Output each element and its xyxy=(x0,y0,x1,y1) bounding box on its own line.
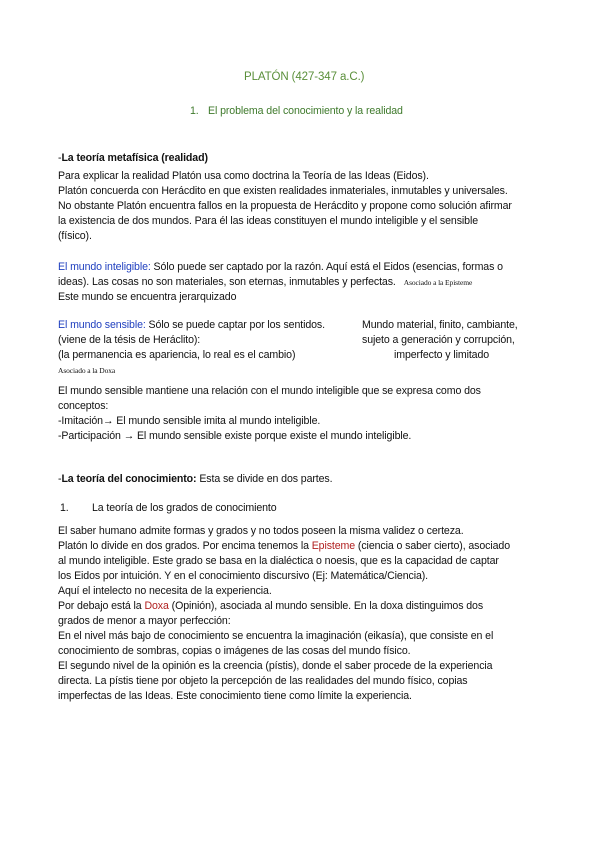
episteme-term: Episteme xyxy=(311,540,356,552)
sensible-text: Sólo se puede captar por los sentidos. xyxy=(145,319,325,331)
paragraph-line xyxy=(58,599,483,613)
paragraph-line: conocimiento de sombras, copias o imágenes de las cosas del mundo físico. xyxy=(58,645,411,657)
inteligible-text: ideas). Las cosas no son materiales, son eternas, inmutables y perfectas. xyxy=(58,276,396,288)
heading-text: La teoría del conocimiento: xyxy=(61,473,197,485)
paragraph-line: El mundo sensible mantiene una relación con el mundo inteligible que se expresa como dos xyxy=(58,385,481,397)
paragraph-line: Para explicar la realidad Platón usa como doctrina la Teoría de las Ideas (Eidos). xyxy=(58,170,429,182)
paragraph-line: (físico). xyxy=(58,230,92,242)
text-run: (Opinión), asociada al mundo sensible. En la doxa distinguimos dos xyxy=(168,600,484,612)
paragraph-line: -Participación → El mundo sensible existe porque existe el mundo inteligible. xyxy=(58,430,412,442)
page-title: PLATÓN (427-347 a.C.) xyxy=(244,71,365,83)
paragraph-line: directa. La pístis tiene por objeto la percepción de las realidades del mundo físico, copias xyxy=(58,675,468,687)
subsection-title: La teoría de los grados de conocimiento xyxy=(92,502,277,514)
paragraph-line: -Imitación→ El mundo sensible imita al mundo inteligible. xyxy=(58,415,321,427)
doxa-note: Asociado a la Doxa xyxy=(58,366,116,375)
section-number: 1. xyxy=(190,105,199,117)
paragraph-line: En el nivel más bajo de conocimiento se encuentra la imaginación (eikasía), que consiste en el xyxy=(58,630,494,642)
paragraph-line: No obstante Platón encuentra fallos en la propuesta de Herácdito y propone como solución afirmar xyxy=(58,200,512,212)
sensible-label: El mundo sensible: xyxy=(58,319,146,331)
metafisica-heading xyxy=(58,151,208,165)
sensible-line xyxy=(58,318,325,332)
episteme-note: Asociado a la Episteme xyxy=(403,278,473,287)
sensible-right: imperfecto y limitado xyxy=(394,349,490,361)
inteligible-label: El mundo inteligible: xyxy=(58,261,151,273)
paragraph-line: conceptos: xyxy=(58,400,109,412)
sensible-line: (la permanencia es apariencia, lo real es el cambio) xyxy=(58,349,296,361)
inteligible-line xyxy=(58,275,472,290)
subsection-number: 1. xyxy=(60,502,69,514)
doxa-term: Doxa xyxy=(144,600,169,612)
paragraph-line: Platón concuerda con Herácdito en que existen realidades inmateriales, inmutables y universales. xyxy=(58,185,508,197)
heading-rest: Esta se divide en dos partes. xyxy=(196,473,333,485)
inteligible-line xyxy=(58,260,503,274)
section-title: El problema del conocimiento y la realidad xyxy=(208,105,403,117)
sensible-right: sujeto a generación y corrupción, xyxy=(362,334,515,346)
paragraph-line: al mundo inteligible. Este grado se basa en la dialéctica o noesis, que es la capacidad de captar xyxy=(58,555,499,567)
heading-text: La teoría metafísica (realidad) xyxy=(61,152,208,164)
paragraph-line: grados de menor a mayor perfección: xyxy=(58,615,231,627)
text-run: Platón lo divide en dos grados. Por encima tenemos la xyxy=(58,540,312,552)
paragraph-line xyxy=(58,539,510,553)
sensible-right: Mundo material, finito, cambiante, xyxy=(362,319,518,331)
paragraph-line: los Eidos por intuición. Y en el conocimiento discursivo (Ej: Matemática/Ciencia). xyxy=(58,570,429,582)
heading-dash: - xyxy=(58,152,62,164)
heading-dash: - xyxy=(58,473,62,485)
conocimiento-heading xyxy=(58,472,332,486)
paragraph-line: imperfectas de las Ideas. Este conocimiento tiene como límite la experiencia. xyxy=(58,690,412,702)
inteligible-line: Este mundo se encuentra jerarquizado xyxy=(58,291,237,303)
paragraph-line: Aquí el intelecto no necesita de la experiencia. xyxy=(58,585,272,597)
paragraph-line: El segundo nivel de la opinión es la creencia (pístis), donde el saber procede de la experiencia xyxy=(58,660,493,672)
inteligible-text: Sólo puede ser captado por la razón. Aquí está el Eidos (esencias, formas o xyxy=(150,261,503,273)
sensible-line: (viene de la tésis de Heráclito): xyxy=(58,334,201,346)
text-run: Por debajo está la xyxy=(58,600,145,612)
text-run: (ciencia o saber cierto), asociado xyxy=(355,540,510,552)
paragraph-line: El saber humano admite formas y grados y no todos poseen la misma validez o certeza. xyxy=(58,525,464,537)
paragraph-line: la existencia de dos mundos. Para él las ideas constituyen el mundo inteligible y el sensible xyxy=(58,215,478,227)
